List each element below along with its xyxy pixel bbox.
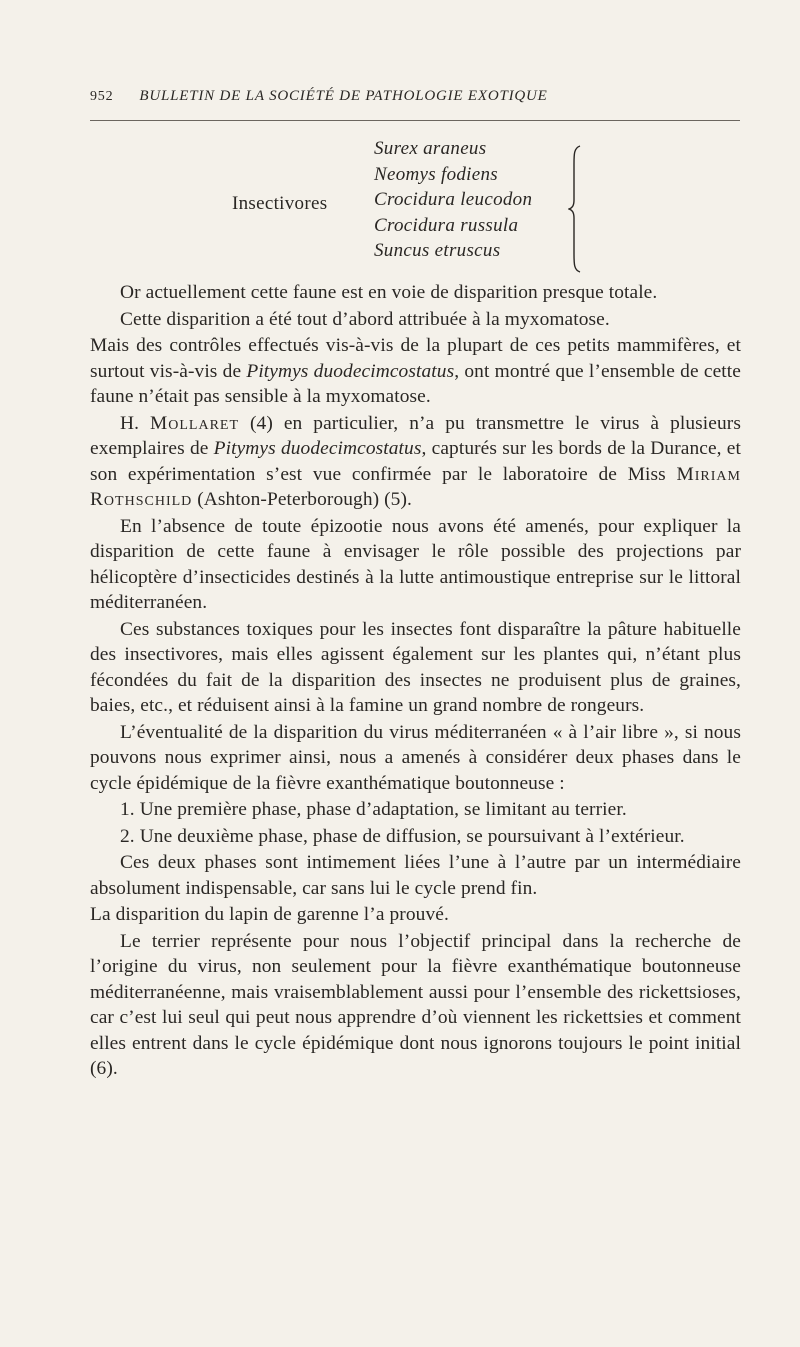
species-item: Crocidura russula <box>374 214 519 236</box>
paragraph-text: (Ashton-Peterborough) (5). <box>192 489 412 510</box>
paragraph-text: , ont montré que l’ensemble de cette faune n’était pas sensible à la myxomatose. <box>90 360 741 407</box>
species-name: Pitymys duodecimcostatus <box>246 360 455 382</box>
journal-title: BULLETIN DE LA SOCIÉTÉ DE PATHOLOGIE EXOTIQUE <box>139 88 548 104</box>
author-name: Mollaret <box>150 412 240 434</box>
running-header <box>90 88 672 105</box>
paragraph: Or actuellement cette faune est en voie de disparition presque totale. <box>120 282 658 303</box>
paragraph: Ces substances toxiques pour les insectes font disparaître la pâture habituelle des insectivores, mais elles agissent également sur les plantes qui, n’étant plus fécondées du fait de la disparition des insectes ne produisent plus de graines, baies, etc., et réduisent ainsi à la famine un grand nombre de rongeurs. <box>90 618 741 716</box>
list-item: 2. Une deuxième phase, phase de diffusion, se poursuivant à l’extérieur. <box>120 825 685 847</box>
species-item: Crocidura leucodon <box>374 189 533 210</box>
paragraph-text: Mais des contrôles effectués vis-à-vis de la plupart de ces petits mammifères, et surtout vis-à-vis de <box>90 335 741 382</box>
species-item: Surex araneus <box>374 138 487 159</box>
paragraph-text: (4) en particulier, n’a pu transmettre le virus à plusieurs exemplaires de <box>90 412 742 459</box>
paragraph: L’éventualité de la disparition du virus méditerranéen « à l’air libre », si nous pouvons nous exprimer ainsi, nous a amenés à considérer deux phases dans le cycle épidémique de la fièvre exanthématique boutonneuse : <box>90 721 741 794</box>
list-item: 1. Une première phase, phase d’adaptation, se limitant au terrier. <box>120 799 627 820</box>
species-list <box>374 136 532 264</box>
taxon-group-label: Insectivores <box>232 193 328 214</box>
author-initial: H. <box>120 412 151 434</box>
paragraph-text: , capturés sur les bords de la Durance, et son expérimentation s’est vue confirmée par le laboratoire de Miss <box>90 438 741 485</box>
paragraph: Le terrier représente pour nous l’objectif principal dans la recherche de l’origine du virus, non seulement pour la fièvre exanthématique boutonneuse méditerranéenne, mais vraisemblablement aussi pour l’ensemble des rickettsioses, car c’est lui seul qui peut nous apprendre d’où viennent les rickettsies et comment elles entrent dans le cycle épidémique dont nous ignorons toujours le point initial (6). <box>90 930 741 1079</box>
page-number: 952 <box>90 89 114 104</box>
curly-brace-icon <box>568 144 582 274</box>
species-name: Pitymys duodecimcostatus <box>213 438 422 459</box>
paragraph <box>90 333 741 410</box>
species-item: Neomys fodiens <box>374 163 498 185</box>
paragraph: La disparition du lapin de garenne l’a prouvé. <box>90 904 449 925</box>
paragraph <box>90 411 741 513</box>
paragraph: Ces deux phases sont intimement liées l’une à l’autre par un intermédiaire absolument indispensable, car sans lui le cycle prend fin. <box>90 852 741 899</box>
species-item: Suncus etruscus <box>374 240 501 261</box>
paragraph: En l’absence de toute épizootie nous avons été amenés, pour expliquer la disparition de cette faune à envisager le rôle possible des projections par hélicoptère d’insecticides destinés à la lutte antimoustique entreprise sur le littoral méditerranéen. <box>90 515 741 613</box>
person-name: Miriam Rothschild <box>90 463 741 510</box>
paragraph: Cette disparition a été tout d’abord attribuée à la myxomatose. <box>120 308 610 330</box>
body-text <box>90 280 741 1083</box>
header-rule <box>90 120 740 121</box>
